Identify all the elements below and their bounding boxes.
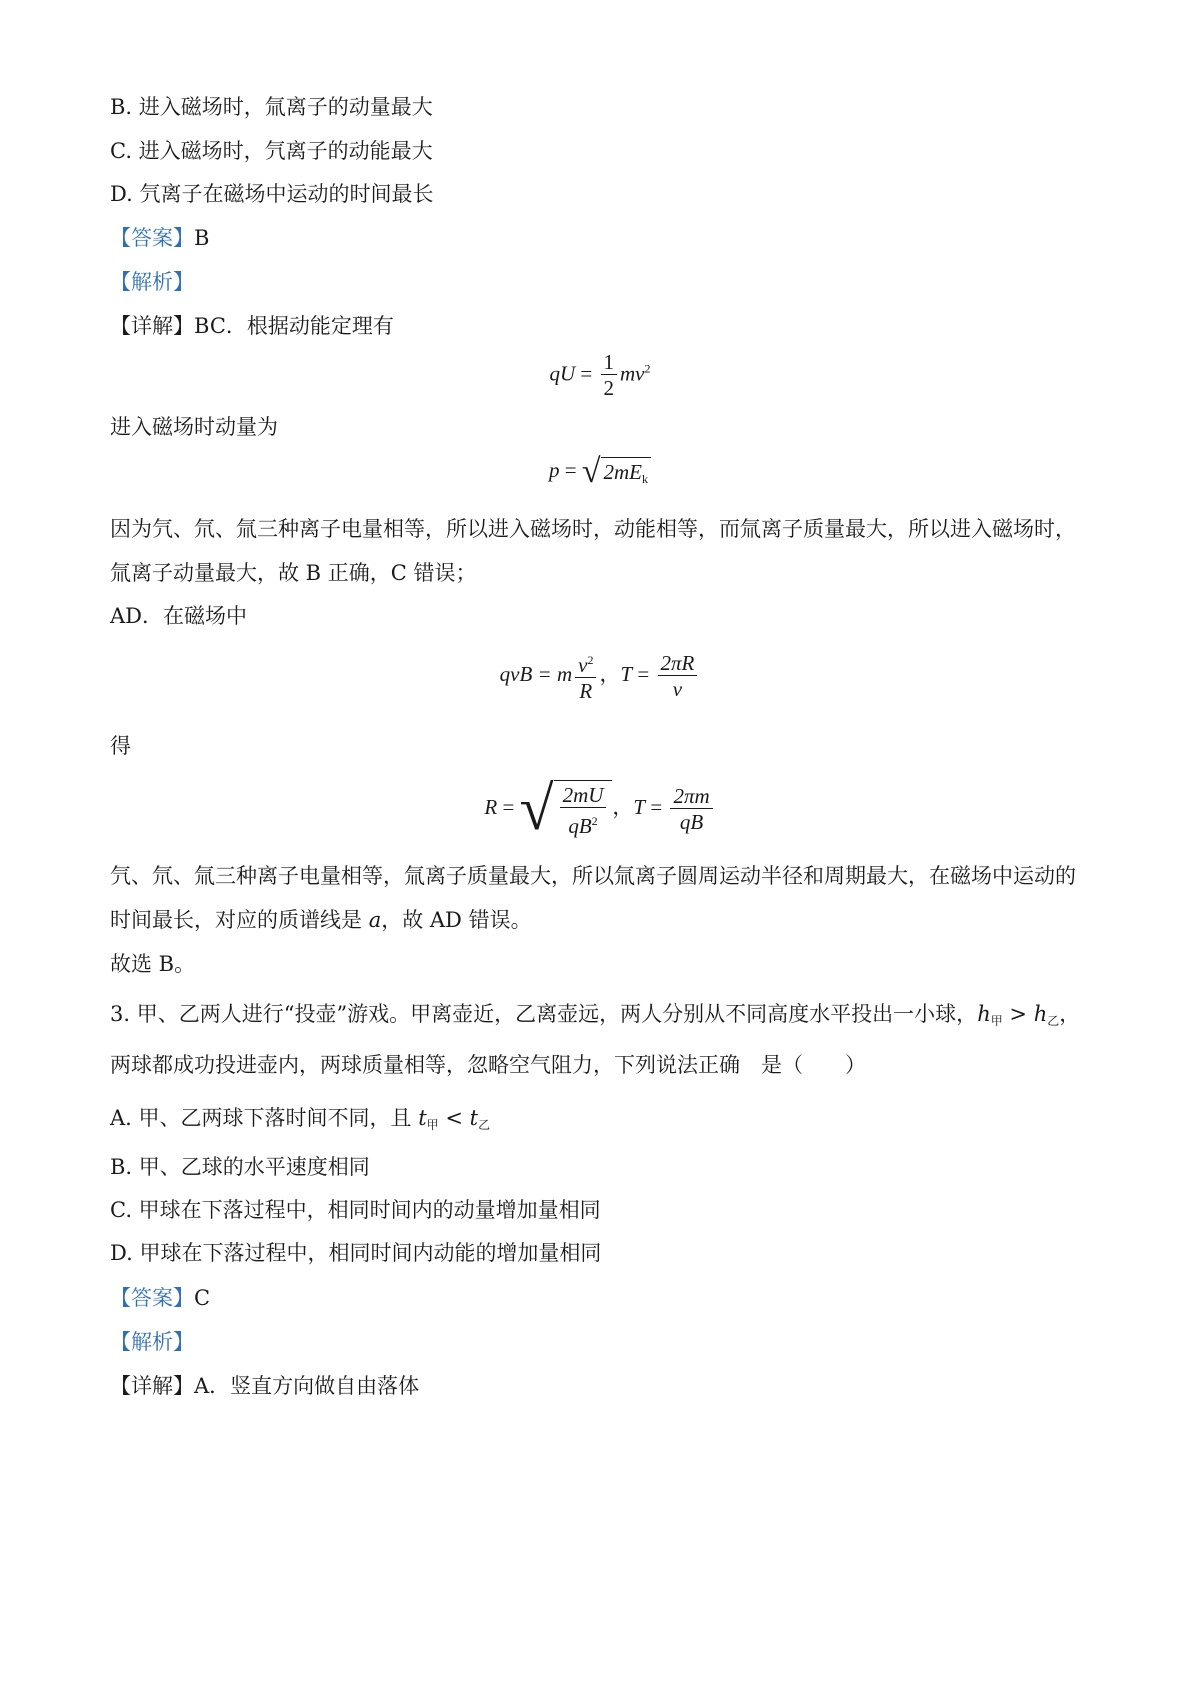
eq3-lhs: qvB xyxy=(499,661,533,686)
q3-h1-sub: 甲 xyxy=(990,1014,1003,1028)
q3-h1: h xyxy=(977,1002,991,1026)
answer-value: C xyxy=(194,1286,211,1310)
eq1-exponent: 2 xyxy=(644,361,651,376)
eq1-equals: = xyxy=(575,361,598,386)
eq4-fraction-1 xyxy=(560,783,607,839)
eq3-separator: ， xyxy=(599,661,621,686)
eq3-numerator-2: 2πR xyxy=(660,650,695,675)
paragraph-2-line-2 xyxy=(110,906,532,934)
answer-tag: 【答案】 xyxy=(110,1286,194,1310)
q3-option-d: D. 甲球在下落过程中，相同时间内动能的增加量相同 xyxy=(110,1241,602,1265)
q3-analysis-tag: 【解析】 xyxy=(110,1330,194,1354)
eq3-denominator-2: v xyxy=(658,675,698,702)
eq4-exponent: 2 xyxy=(591,813,598,828)
eq3-period: T xyxy=(620,661,633,686)
q3-stem-line-1 xyxy=(110,1000,1080,1035)
q3-stem-line-2: 两球都成功投进壶内，两球质量相等，忽略空气阻力，下列说法正确 是（ ） xyxy=(110,1053,866,1077)
paragraph-2-line-1: 氕、氘、氚三种离子电量相等，氚离子质量最大，所以氚离子圆周运动半径和周期最大，在磁场中运动的 xyxy=(110,864,1076,888)
paragraph-1-line-1: 因为氕、氘、氚三种离子电量相等，所以进入磁场时，动能相等，而氚离子质量最大，所以进入磁场时， xyxy=(110,517,1076,541)
q2-conclusion: 故选 B。 xyxy=(110,952,196,976)
equation-radius-period xyxy=(0,775,1200,843)
answer-value: B xyxy=(194,226,210,250)
q3-t1-sub: 甲 xyxy=(426,1118,439,1132)
detail-tag: 【详解】 xyxy=(110,1374,194,1398)
eq4-denominator: qB xyxy=(568,813,592,838)
eq2-equals: = xyxy=(559,457,582,482)
q3-t1: t xyxy=(418,1106,427,1130)
q3-stem-text: 3. 甲、乙两人进行“投壶”游戏。甲离壶近，乙离壶远，两人分别从不同高度水平投出一小球， xyxy=(110,1002,978,1026)
eq3-equals: = m xyxy=(532,661,573,686)
eq1-fraction xyxy=(601,350,618,401)
paragraph-1-line-2: 氚离子动量最大，故 B 正确，C 错误； xyxy=(110,561,477,585)
eq4-fraction-2 xyxy=(670,784,712,835)
eq2-subscript: k xyxy=(642,472,648,486)
eq4-lhs: R xyxy=(484,794,498,819)
q2-detail xyxy=(110,312,394,340)
q3-gt: > xyxy=(1002,1002,1034,1026)
q3-option-c: C. 甲球在下落过程中，相同时间内的动量增加量相同 xyxy=(110,1198,601,1222)
q3-stem-end: ， xyxy=(1059,1002,1081,1026)
eq3-fraction-1 xyxy=(575,648,596,704)
q3-detail xyxy=(110,1372,419,1400)
q3-option-a-text: A. 甲、乙两球下落时间不同，且 xyxy=(110,1106,419,1130)
eq1-numerator: 1 xyxy=(603,350,614,374)
eq3-equals-2: = xyxy=(632,661,655,686)
equation-momentum xyxy=(0,455,1200,489)
eq1-lhs: qU xyxy=(549,361,576,386)
equation-magnetic-force xyxy=(0,648,1200,704)
q3-lt: < xyxy=(438,1106,470,1130)
eq3-fraction-2 xyxy=(658,651,698,702)
q3-h2-sub: 乙 xyxy=(1047,1014,1060,1028)
text-momentum: 进入磁场时动量为 xyxy=(110,415,278,439)
eq3-numerator: v xyxy=(578,653,588,677)
detail-tag: 【详解】 xyxy=(110,314,194,338)
eq4-denominator-2: qB xyxy=(670,808,712,835)
paragraph-2-text-a: 时间最长，对应的质谱线是 xyxy=(110,908,369,932)
eq1-rhs: mv xyxy=(620,361,645,386)
eq4-numerator-2: 2πm xyxy=(673,783,710,808)
text-de: 得 xyxy=(110,734,131,758)
eq4-separator: ， xyxy=(612,794,634,819)
detail-intro: A．竖直方向做自由落体 xyxy=(194,1374,420,1398)
q3-h2: h xyxy=(1033,1002,1048,1026)
q3-t2-sub: 乙 xyxy=(478,1118,491,1132)
eq2-sqrt: √ $2mE_k$ xyxy=(582,455,651,489)
eq4-equals-2: = xyxy=(645,794,668,819)
detail-intro: BC．根据动能定理有 xyxy=(194,314,394,338)
q2-answer xyxy=(110,224,209,252)
eq1-denominator: 2 xyxy=(601,374,618,401)
eq2-lhs: p xyxy=(548,457,560,482)
ad-intro: AD．在磁场中 xyxy=(110,604,248,628)
spectral-line-label: a xyxy=(368,908,382,932)
eq3-denominator: R xyxy=(575,677,596,704)
eq4-equals: = xyxy=(497,794,520,819)
q2-option-c: C. 进入磁场时，氕离子的动能最大 xyxy=(110,139,433,163)
q3-answer xyxy=(110,1284,210,1312)
eq3-exponent: 2 xyxy=(587,653,594,667)
eq4-sqrt: √ $\frac{2mU}{qB^2}$ xyxy=(520,778,613,840)
q2-analysis-tag: 【解析】 xyxy=(110,270,194,294)
answer-tag: 【答案】 xyxy=(110,226,194,250)
q3-t2: t xyxy=(469,1106,479,1130)
q3-option-b: B. 甲、乙球的水平速度相同 xyxy=(110,1155,370,1179)
eq4-period: T xyxy=(633,794,646,819)
equation-kinetic-energy xyxy=(0,350,1200,401)
paragraph-2-text-c: ，故 AD 错误。 xyxy=(381,908,532,932)
q3-option-a xyxy=(110,1104,490,1139)
eq4-numerator: 2mU xyxy=(562,782,604,807)
eq2-radicand: 2mE xyxy=(603,460,642,484)
q2-option-d: D. 氕离子在磁场中运动的时间最长 xyxy=(110,182,434,206)
q2-option-b: B. 进入磁场时，氚离子的动量最大 xyxy=(110,95,433,119)
